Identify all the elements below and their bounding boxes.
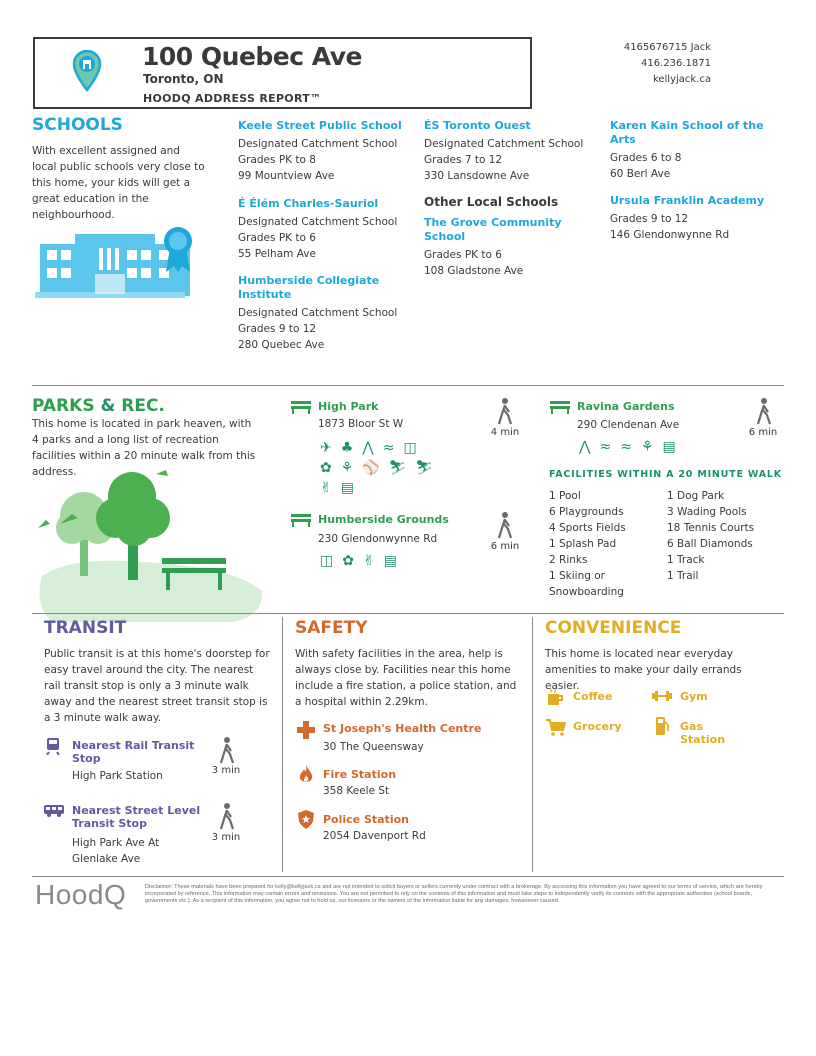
address-city: Toronto, ON [143,72,224,86]
dog-park-icon: ✈ [320,440,341,456]
safety-name: Fire Station [323,768,397,781]
home-pin-icon [72,50,102,92]
school-address: 146 Glendonwynne Rd [610,229,730,241]
gas-pump-icon [655,716,669,736]
facility-item: 18 Tennis Courts [667,522,755,534]
street-stop-name[interactable]: High Park Ave At Glenlake Ave [72,837,160,865]
report-label: HOODQ ADDRESS REPORT™ [143,92,322,105]
safety-hospital[interactable] [323,722,523,755]
contact-info [590,40,711,88]
other-schools-heading: Other Local Schools [424,195,559,209]
school-type: Designated Catchment School [238,138,398,150]
walk-time: 3 min [211,832,241,843]
picnic-bench-icon: ▤ [662,439,685,455]
park-address: 230 Glendonwynne Rd [318,533,438,545]
school-grades: Grades PK to 6 [238,232,316,244]
park-ravina-gardens[interactable] [549,400,739,460]
rail-transit-heading: Nearest Rail Transit Stop [72,739,195,765]
walk-time: 3 min [211,765,241,776]
park-name: High Park [318,400,379,413]
school-humberside-collegiate[interactable] [238,274,398,353]
school-es-toronto-ouest[interactable] [424,119,599,184]
disclaimer-text: Disclaimer: These materials have been prepared for kelly@kellyjack.ca and are not intended to solicit buyers or sellers currently under contract with a brokerage. By accessing this information you have agreed to our terms of service, which are hereby incorporated by reference. This information may contain errors and omissions. You are not permitted to rely on the contents of this information and must take steps to independently verify its contents with the appropriate authorities (school boards, governments etc.). As a recipient of this information, you agree not to hold us, our licensors or the owners of the information liable for any damages, howsoever caused. [145,884,763,904]
schools-title: SCHOOLS [32,115,123,135]
skating-icon: ⛷ [388,460,416,476]
hospital-icon [297,721,315,739]
skiing-icon: ⛷ [415,460,443,476]
divider-safety-convenience [532,617,533,872]
grocery-cart-icon [546,719,566,736]
splash-pad-icon: ⚘ [640,439,663,455]
street-transit-heading: Nearest Street Level Transit Stop [72,804,201,830]
safety-police-station[interactable] [323,813,523,844]
dog-icon: ♣ [340,440,363,456]
facility-item: 1 Splash Pad [549,538,617,550]
trail-icon: ⋀ [362,440,383,456]
award-badge-icon [162,226,194,274]
parks-description: This home is located in park heaven, with 4 parks and a long list of recreation facilities within a 20 minute walk from this address. [32,418,256,478]
school-grades: Grades PK to 6 [424,249,502,261]
facility-item: 1 Skiing or [549,570,605,582]
bench-icon [290,513,312,527]
contact-name: 4165676715 Jack [623,42,711,53]
trail-icon: ⋀ [579,439,600,455]
facility-item: 1 Trail [667,570,699,582]
facility-item: 6 Ball Diamonds [667,538,753,550]
safety-name: St Joseph's Health Centre [323,722,482,735]
divider-schools-parks [32,385,784,386]
school-type: Designated Catchment School [424,138,584,150]
parks-title-amp: & [94,396,122,416]
address-title: 100 Quebec Ave [142,42,362,71]
safety-address: 2054 Davenport Rd [323,830,426,842]
school-name: The Grove Community School [424,216,562,243]
picnic-bench-icon: ▤ [340,480,363,496]
school-name: É Élém Charles-Sauriol [238,197,379,210]
walk-time: 4 min [490,427,520,438]
school-name: Humberside Collegiate Institute [238,274,380,301]
contact-website[interactable]: kellyjack.ca [652,74,711,85]
convenience-gas-station[interactable]: Gas Station [680,720,726,746]
park-facility-icons [320,551,460,571]
walking-person-icon [218,737,236,765]
bus-icon [44,805,64,817]
rail-stop-name[interactable]: High Park Station [72,770,163,782]
tennis-icon: ✿ [320,460,341,476]
school-address: 55 Pelham Ave [238,248,316,260]
school-ursula-franklin[interactable] [610,194,775,243]
park-name: Ravina Gardens [577,400,675,413]
school-karen-kain[interactable] [610,119,765,182]
school-grades: Grades PK to 8 [238,154,316,166]
school-keele-street[interactable] [238,119,408,184]
convenience-description: This home is located near everyday amenities to make your daily errands easier. [545,648,742,692]
park-address: 290 Clendenan Ave [577,419,680,431]
pool-icon: ≈ [620,439,641,455]
facility-item: 6 Playgrounds [549,506,624,518]
walk-time: 6 min [748,427,778,438]
school-grades: Grades 9 to 12 [610,213,689,225]
train-icon [46,737,60,755]
school-the-grove[interactable] [424,216,574,279]
school-name: Ursula Franklin Academy [610,194,765,207]
walking-person-icon [496,398,514,426]
facility-item: 3 Wading Pools [667,506,747,518]
facility-item: 1 Track [667,554,705,566]
contact-phone: 416.236.1871 [641,58,711,69]
safety-fire-station[interactable] [323,768,523,799]
convenience-gym[interactable]: Gym [680,690,708,703]
divider-parks-bottom [32,613,784,614]
sports-field-icon: ◫ [403,440,426,456]
convenience-title: CONVENIENCE [545,618,682,638]
school-address: 60 Berl Ave [610,168,671,180]
park-facility-icons [320,438,460,498]
safety-address: 30 The Queensway [323,741,424,753]
facility-item: Snowboarding [549,586,624,598]
convenience-coffee[interactable]: Coffee [573,690,613,703]
school-address: 330 Lansdowne Ave [424,170,530,182]
safety-address: 358 Keele St [323,785,390,797]
walking-person-icon [218,803,236,831]
sports-field-icon: ◫ [320,553,343,569]
parks-title-b: REC. [121,396,165,416]
transit-description: Public transit is at this home's doorstep for easy travel around the city. The nearest rail transit stop is only a 3 minute walk away and the nearest street transit stop is a 3 minute walk away. [44,648,270,724]
park-high-park[interactable] [290,400,530,500]
hoodq-logo: HoodQ [35,879,127,910]
school-name: Keele Street Public School [238,119,402,132]
parks-title [32,396,165,416]
wading-pool-icon: ≈ [382,440,404,456]
school-grades: Grades 7 to 12 [424,154,503,166]
bench-icon [549,400,571,414]
track-icon: ✌ [320,480,341,496]
school-address: 99 Mountview Ave [238,170,335,182]
safety-name: Police Station [323,813,409,826]
transit-title: TRANSIT [44,618,127,638]
park-trees-illustration [32,466,267,624]
park-name: Humberside Grounds [318,513,449,526]
school-type: Designated Catchment School [238,216,398,228]
fire-icon [299,765,313,785]
school-name: Karen Kain School of the Arts [610,119,764,146]
facilities-list-left [549,488,659,600]
school-address: 108 Gladstone Ave [424,265,524,277]
school-type: Designated Catchment School [238,307,398,319]
school-grades: Grades 9 to 12 [238,323,317,335]
playground-icon: ⚘ [340,460,363,476]
facility-item: 4 Sports Fields [549,522,626,534]
park-facility-icons [579,437,719,457]
convenience-grocery[interactable]: Grocery [573,720,622,733]
facilities-heading: FACILITIES WITHIN A 20 MINUTE WALK [549,469,782,480]
divider-footer [32,876,784,877]
bench-icon [290,400,312,414]
parks-title-a: PARKS [32,396,95,416]
gym-dumbbell-icon [652,690,672,702]
picnic-bench-icon: ▤ [383,553,406,569]
school-address: 280 Quebec Ave [238,339,325,351]
schools-description: With excellent assigned and local public schools very close to this home, your kids will get a great education in the neighbourhood. [32,145,205,221]
divider-transit-safety [282,617,283,872]
safety-description: With safety facilities in the area, help is always close by. Facilities near this home include a fire station, a police station, and a hospital within 2.29km. [295,648,517,708]
track-icon: ✌ [362,553,384,569]
walking-person-icon [755,398,773,426]
facility-item: 2 Rinks [549,554,588,566]
facility-item: 1 Pool [549,490,581,502]
ball-diamond-icon: ⚾ [362,460,389,476]
safety-title: SAFETY [295,618,368,638]
facility-item: 1 Dog Park [667,490,725,502]
school-grades: Grades 6 to 8 [610,152,682,164]
park-address: 1873 Bloor St W [318,418,404,430]
walk-time: 6 min [490,541,520,552]
facilities-list-right [667,488,782,584]
tennis-icon: ✿ [342,553,363,569]
police-badge-icon [298,810,314,829]
school-name: ÉS Toronto Ouest [424,119,531,132]
walking-person-icon [496,512,514,540]
wading-pool-icon: ≈ [599,439,621,455]
school-charles-sauriol[interactable] [238,197,408,262]
coffee-icon [547,688,563,706]
